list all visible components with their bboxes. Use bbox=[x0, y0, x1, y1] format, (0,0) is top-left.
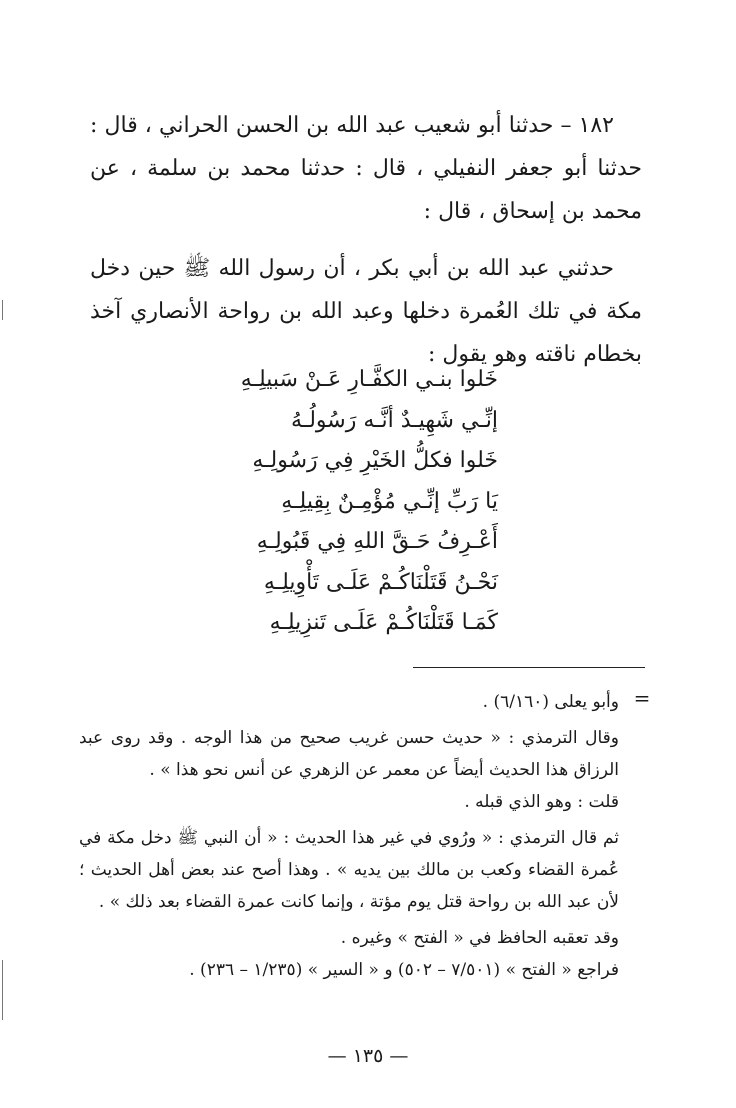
poem-line: إنِّـي شَهِيـدٌ أنَّـه رَسُولُـهُ bbox=[290, 407, 498, 433]
poem-line: خَلوا بنـي الكفَّـارِ عَـنْ سَبيلِـهِ bbox=[240, 367, 498, 392]
footnote-line: ثم قال الترمذي : « ورُوي في غير هذا الحديث : « أن النبي ﷺ دخل مكة في عُمرة القضاء وكعب بن مالك بين يديه » . وهذا أصح عند بعض أهل الحديث ؛ لأن عبد الله بن رواحة قتل يوم مؤتة ، وإنما كانت عمرة القضاء بعد ذلك » . bbox=[79, 828, 619, 912]
hadith-text bbox=[90, 104, 642, 376]
footnote-line: وقال الترمذي : « حديث حسن غريب صحيح من هذا الوجه . وقد روى عبد الرزاق هذا الحديث أيضاً عن معمر عن الزهري عن أنس نحو هذا » . bbox=[79, 728, 619, 780]
poem-line: أَعْـرِفُ حَـقَّ اللهِ فِي قَبُولِـهِ bbox=[256, 529, 498, 554]
footnote-continuation-mark: = bbox=[633, 686, 651, 710]
poem-line: خَلوا فكلُّ الخَيْرِ فِي رَسُولِـهِ bbox=[252, 448, 498, 473]
footnote-line: وأبو يعلى (٦/١٦٠) . bbox=[482, 692, 619, 712]
page-number: — ١٣٥ — bbox=[327, 1045, 409, 1067]
scan-edge-mark bbox=[2, 960, 3, 1020]
footnote-line: قلت : وهو الذي قبله . bbox=[464, 792, 619, 812]
poem bbox=[238, 360, 498, 644]
footnote-separator bbox=[413, 667, 645, 668]
hadith-matn: حدثني عبد الله بن أبي بكر ، أن رسول الله ﷺ حين دخل مكة في تلك العُمرة دخلها وعبد الله بن رواحة الأنصاري آخذ بخطام ناقته وهو يقول : bbox=[90, 256, 642, 367]
footnote-line: وقد تعقبه الحافظ في « الفتح » وغيره . bbox=[340, 928, 619, 948]
hadith-isnad: ١٨٢ – حدثنا أبو شعيب عبد الله بن الحسن الحراني ، قال : حدثنا أبو جعفر النفيلي ، قال : حدثنا محمد بن سلمة ، عن محمد بن إسحاق ، قال : bbox=[90, 113, 642, 224]
scan-edge-mark bbox=[2, 300, 3, 320]
poem-line: كَمَـا قَتَلْنَاكُـمْ عَلَـى تَنزِيلِـهِ bbox=[269, 610, 498, 635]
footnotes bbox=[79, 686, 619, 986]
poem-line: نَحْـنُ قَتَلْنَاكُـمْ عَلَـى تَأْوِيلِـهِ bbox=[263, 569, 498, 595]
poem-line: يَا رَبِّ إنِّـي مُؤْمِـنٌ بِقِيلِـهِ bbox=[281, 488, 498, 514]
footnote-line: فراجع « الفتح » (٧/٥٠١ – ٥٠٢) و « السير » (١/٢٣٥ – ٢٣٦) . bbox=[189, 960, 619, 980]
